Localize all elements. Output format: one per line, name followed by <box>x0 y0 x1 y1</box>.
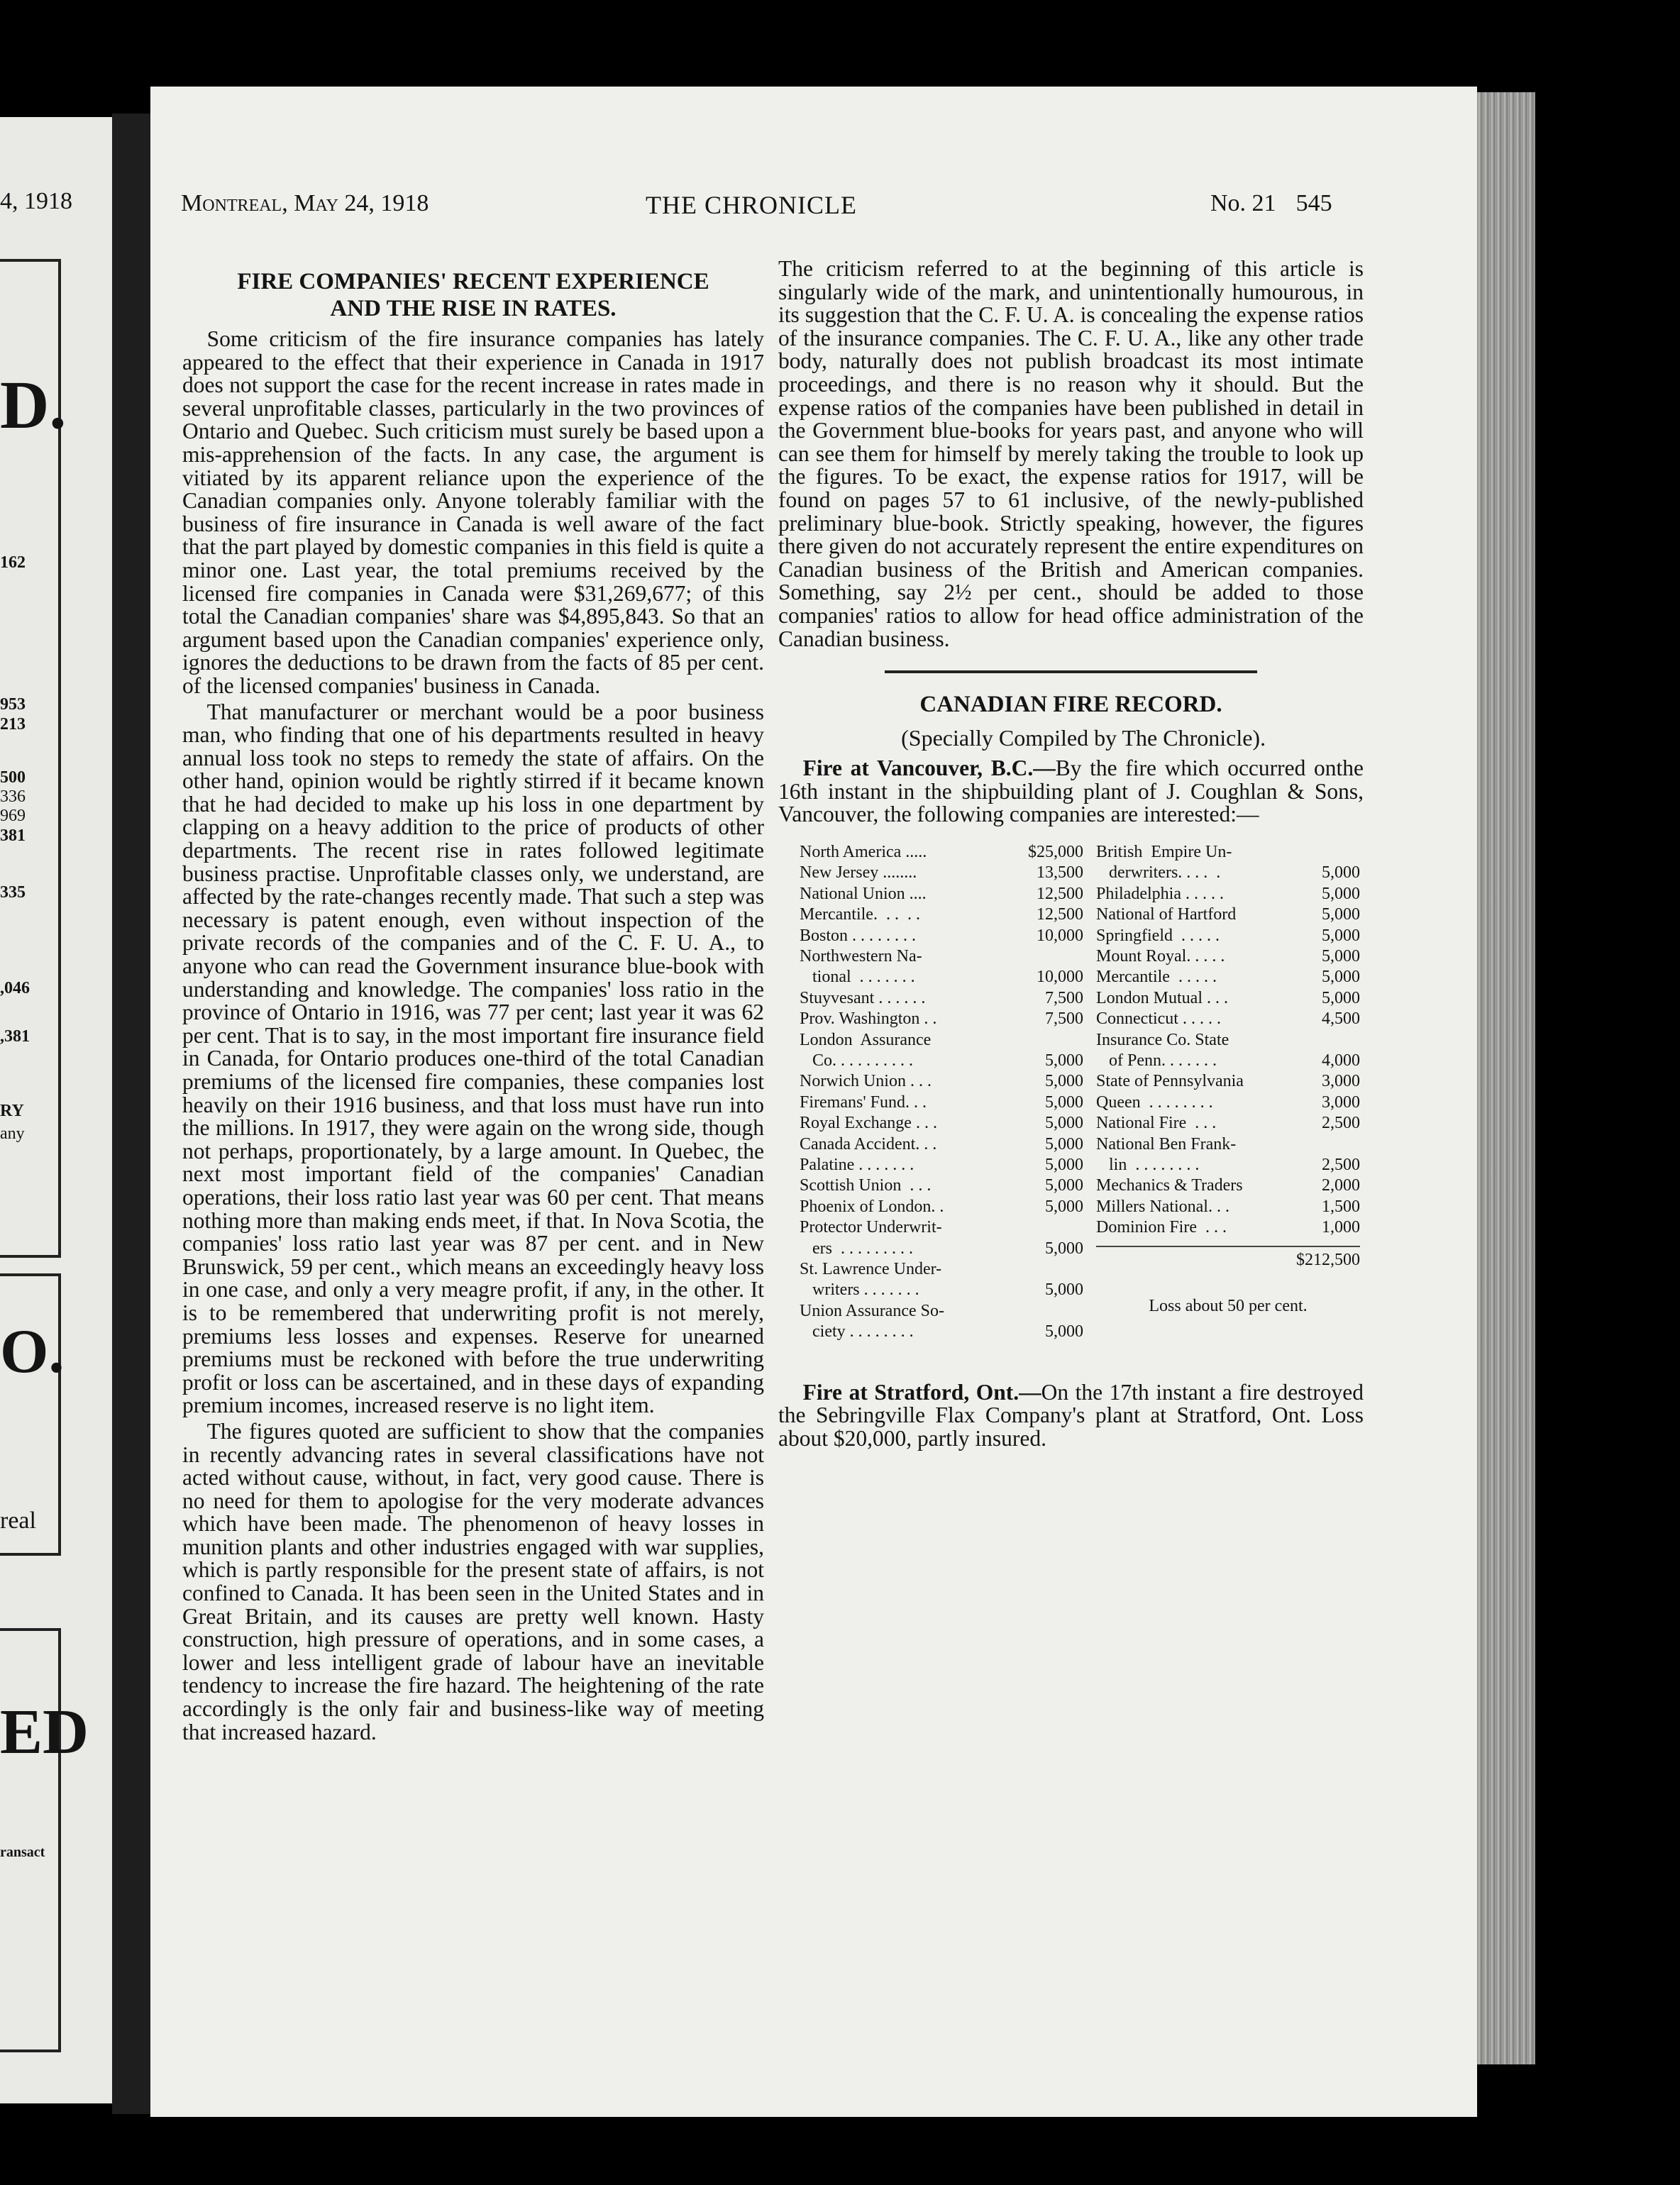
left-page-ad-box <box>0 1628 61 2052</box>
fire-record-subtitle: (Specially Compiled by The Chronicle). <box>901 725 1266 751</box>
company-name: London Mutual . . . <box>1096 988 1228 1007</box>
company-row <box>800 863 1083 883</box>
company-amount <box>998 946 1083 967</box>
company-row <box>1096 1155 1360 1176</box>
company-amount: 10,000 <box>1037 926 1083 945</box>
company-amount: 4,000 <box>1322 1051 1360 1070</box>
company-amount: 5,000 <box>1045 1322 1083 1342</box>
company-name: Dominion Fire . . . <box>1096 1218 1227 1237</box>
company-amount: 7,500 <box>1045 988 1083 1007</box>
issue-and-page <box>1210 190 1332 217</box>
company-amount: 5,000 <box>1045 1280 1083 1300</box>
left-page-number: 162 <box>0 553 26 572</box>
company-amount: 4,500 <box>1322 1009 1360 1029</box>
headline-line-1: FIRE COMPANIES' RECENT EXPERIENCE <box>237 269 709 294</box>
company-row <box>800 988 1083 1009</box>
companies-list-left <box>800 842 1083 1343</box>
company-name: Insurance Co. State <box>1096 1030 1229 1049</box>
company-amount: 5,000 <box>1045 1239 1083 1258</box>
company-row <box>1096 967 1360 988</box>
company-name: New Jersey ........ <box>800 863 917 883</box>
company-name: Queen . . . . . . . . <box>1096 1092 1213 1112</box>
left-page-mark-2: O. <box>0 1317 65 1386</box>
company-name: Firemans' Fund. . . <box>800 1092 927 1112</box>
company-row <box>800 967 1083 988</box>
company-name: Boston . . . . . . . . <box>800 926 917 945</box>
company-row <box>800 1280 1083 1300</box>
left-page-number: 335 <box>0 883 26 902</box>
left-page-mark-3: ED <box>0 1697 89 1767</box>
company-amount: 1,500 <box>1322 1197 1360 1216</box>
left-page-text: any <box>0 1124 25 1143</box>
company-amount: 5,000 <box>1322 905 1360 924</box>
company-row <box>800 1030 1083 1051</box>
company-name: ers . . . . . . . . . <box>800 1239 913 1258</box>
company-name: British Empire Un- <box>1096 842 1232 861</box>
company-amount: 5,000 <box>1322 884 1360 903</box>
company-amount: 2,500 <box>1322 1114 1360 1133</box>
company-row <box>1096 1051 1360 1071</box>
company-amount <box>1286 1030 1360 1051</box>
companies-list-right <box>1096 842 1360 1317</box>
company-amount: 5,000 <box>1045 1114 1083 1133</box>
company-name: State of Pennsylvania <box>1096 1072 1244 1091</box>
book-edge <box>1477 92 1535 2064</box>
company-amount: 5,000 <box>1045 1134 1083 1154</box>
company-amount: 3,000 <box>1322 1072 1360 1091</box>
company-amount <box>1286 842 1360 863</box>
company-amount <box>998 1301 1083 1322</box>
company-row <box>800 1113 1083 1134</box>
article-paragraph: That manufacturer or merchant would be a poor business man, who finding that one of his departments resulted in heavy annual loss took no steps to remedy the state of affairs. On the other hand, opinion would be rightly stirred if it became known that he had decided to make up his loss in one department by clapping on a heavy addition to the price of products of other departments. The recent rise in rates followed legitimate business practise. Unprofitable classes only, we understand, are affected by the rate-changes recently made. That such a step was necessary is patent enough, even without inspection of the private records of the companies and of the C. F. U. A., to anyone who can read the Government insurance blue-book with understanding and knowledge. The companies' loss ratio in the province of Ontario in 1916, was 77 per cent; last year it was 62 per cent. That is to say, in the most important fire insurance field in Canada, for Ontario produces one-third of the total Canadian premiums of the licensed fire companies, these companies lost heavily on their 1916 business, and that loss must have run into the millions. In 1917, they were again on the wrong side, though not perhaps, proportionately, by a large amount. In Quebec, the next most important field of the companies' Canadian operations, their loss ratio last year was 60 per cent. That means nothing more than making ends meet, if that. In Nova Scotia, the companies' loss ratio last year was 87 per cent. and in New Brunswick, 59 per cent., which means an exceedingly heavy loss in one case, and only a very meagre profit, if any, in the other. It is to be remembered that underwriting profit is not merely, premiums less losses and expenses. Reserve for unearned premiums must be reckoned with before the true underwriting profit or loss can be ascertained, and in these days of expanding premium incomes, increased reserve is no light item. <box>182 699 764 1418</box>
company-name: Phoenix of London. . <box>800 1197 944 1216</box>
article-column-right <box>778 258 1364 1451</box>
company-amount: 2,000 <box>1322 1176 1360 1195</box>
company-name: National Union .... <box>800 884 927 903</box>
company-name: National Fire . . . <box>1096 1114 1217 1133</box>
company-name: London Assurance <box>800 1030 932 1049</box>
stratford-fire-lead: Fire at Stratford, Ont.— <box>802 1379 1041 1405</box>
company-row <box>1096 905 1360 925</box>
section-divider <box>885 670 1257 673</box>
headline-line-2: AND THE RISE IN RATES. <box>330 296 617 321</box>
company-amount <box>998 1217 1083 1238</box>
page-gutter <box>112 114 155 2114</box>
company-amount: 5,000 <box>1045 1197 1083 1216</box>
company-row <box>1096 946 1360 967</box>
company-name: Connecticut . . . . . <box>1096 1009 1221 1029</box>
left-page-number: 953 <box>0 695 26 714</box>
article-paragraph: Some criticism of the fire insurance companies has lately appeared to the effect that their experience in Canada in 1917 does not support the case for the recent increase in rates made in several unprofitable classes, particularly in the two provinces of Ontario and Quebec. Such criticism must surely be based upon a mis-apprehension of the facts. In any case, the argument is vitiated by its apparent reliance upon the experience of the Canadian companies only. Anyone tolerably familiar with the business of fire insurance in Canada is well aware of the fact that the part played by domestic companies in this field is quite a minor one. Last year, the total premiums received by the licensed fire companies in Canada were $31,269,677; of this total the Canadian companies' share was $4,895,843. So that an argument based upon the Canadian companies' experience only, ignores the deductions to be drawn from the facts of 85 per cent. of the licensed companies' business in Canada. <box>182 326 764 698</box>
company-row <box>800 1134 1083 1155</box>
company-name: Mount Royal. . . . . <box>1096 946 1225 966</box>
company-name: Canada Accident. . . <box>800 1134 937 1154</box>
company-name: Springfield . . . . . <box>1096 926 1220 945</box>
left-page-number: 381 <box>0 826 26 845</box>
company-row <box>1096 926 1360 946</box>
company-amount <box>998 1259 1083 1280</box>
company-amount <box>1286 1134 1360 1155</box>
company-name: Royal Exchange . . . <box>800 1114 937 1133</box>
company-row <box>800 1239 1083 1259</box>
company-name: Philadelphia . . . . . <box>1096 884 1224 903</box>
insurance-companies-table <box>778 842 1364 1381</box>
company-row <box>800 1322 1083 1342</box>
left-page-number: 500 <box>0 768 26 787</box>
company-name: Union Assurance So- <box>800 1301 944 1320</box>
company-name: Mechanics & Traders <box>1096 1176 1243 1195</box>
company-row <box>1096 1071 1360 1092</box>
company-row <box>1096 842 1360 863</box>
company-row <box>800 1197 1083 1217</box>
left-page-text: RY <box>0 1102 24 1120</box>
company-row <box>800 884 1083 905</box>
company-name: writers . . . . . . . <box>800 1280 919 1300</box>
company-row <box>1096 1197 1360 1217</box>
company-row <box>800 1071 1083 1092</box>
vancouver-fire-lead: Fire at Vancouver, B.C.— <box>802 756 1056 781</box>
company-amount: 5,000 <box>1045 1072 1083 1091</box>
company-row <box>1096 863 1360 883</box>
companies-rows-right <box>1096 842 1360 1239</box>
company-name: Millers National. . . <box>1096 1197 1229 1216</box>
left-page-mark-1: D. <box>0 367 67 443</box>
article-paragraph: The figures quoted are sufficient to show that the companies in recently advancing rates in several classifications have not acted without cause, without, in fact, very good cause. There is no need for them to apologise for the very moderate advances which have been made. The phenomenon of heavy losses in munition plants and other industries engaged with war supplies, which is partly responsible for the present state of affairs, is not confined to Canada. It has been seen in the United States and in Great Britain, and its causes are pretty well known. Hasty construction, high pressure of operations, and in some cases, a lower and less intelligent grade of labour have an inevitable tendency to increase the fire hazard. The heightening of the rate accordingly is the only fair and business-like way of meeting that increased hazard. <box>182 1418 764 1744</box>
issue-number: No. 21 <box>1210 190 1276 216</box>
company-amount: 5,000 <box>1322 968 1360 987</box>
company-name: derwriters. . . . . <box>1096 863 1221 883</box>
left-page-text: ransact <box>0 1844 45 1860</box>
company-row <box>800 1301 1083 1322</box>
company-amount: 5,000 <box>1045 1155 1083 1174</box>
company-name: St. Lawrence Under- <box>800 1260 942 1278</box>
company-name: National Ben Frank- <box>1096 1134 1237 1154</box>
company-amount: 3,000 <box>1322 1092 1360 1112</box>
company-row <box>1096 1030 1360 1051</box>
company-row <box>800 1092 1083 1113</box>
company-amount <box>998 1030 1083 1051</box>
left-page-number: ,046 <box>0 979 30 997</box>
running-head-date: Montreal, May 24, 1918 <box>181 190 429 216</box>
stratford-fire-paragraph <box>778 1381 1364 1451</box>
company-amount: 12,500 <box>1037 905 1083 924</box>
company-amount: 1,000 <box>1322 1218 1360 1237</box>
company-name: ciety . . . . . . . . <box>800 1322 914 1342</box>
page-number: 545 <box>1295 190 1332 216</box>
article-paragraph: The criticism referred to at the beginning of this article is singularly wide of the mark, and unintentionally humourous, in its suggestion that the C. F. U. A. is concealing the expense ratios of the insurance companies. The C. F. U. A., like any other trade body, naturally does not publish broadcast its most intimate proceedings, and there is no reason why it should. But the expense ratios of the companies have been published in detail in the Government blue-books for years past, and anyone who will can see them for himself by merely taking the trouble to look up the figures. To be exact, the expense ratios for 1917, will be found on pages 57 to 61 inclusive, of the newly-published preliminary blue-book. Strictly speaking, however, the figures there given do not accurately represent the entire expenditures on Canadian business of the British and American companies. Something, say 2½ per cent., should be added to those companies' ratios to allow for head office administration of the Canadian business. <box>778 256 1364 651</box>
company-row <box>1096 1176 1360 1196</box>
company-row <box>1096 1009 1360 1029</box>
company-row <box>800 842 1083 863</box>
company-row <box>800 1155 1083 1176</box>
left-page-number: 969 <box>0 807 26 825</box>
company-row <box>800 1176 1083 1196</box>
company-row <box>800 946 1083 967</box>
company-name: Scottish Union . . . <box>800 1176 932 1195</box>
vancouver-fire-paragraph <box>778 757 1364 826</box>
company-name: Prov. Washington . . <box>800 1009 937 1029</box>
company-name: Mercantile. . . . . <box>800 905 920 924</box>
company-row <box>1096 1092 1360 1113</box>
company-name: National of Hartford <box>1096 905 1237 924</box>
company-name: Mercantile . . . . . <box>1096 968 1217 987</box>
company-row <box>1096 1134 1360 1155</box>
company-name: Norwich Union . . . <box>800 1072 932 1091</box>
company-name: Stuyvesant . . . . . . <box>800 988 926 1007</box>
stratford-fire-text: On the 17th instant a fire destroyed the Sebringville Flax Company's plant at Stratford, Ont. Loss about $20,000, partly insured. <box>778 1379 1364 1451</box>
total-amount: $212,500 <box>1096 1246 1360 1271</box>
company-amount: 12,500 <box>1037 884 1083 903</box>
company-row <box>800 926 1083 946</box>
company-name: lin . . . . . . . . <box>1096 1155 1200 1174</box>
company-row <box>800 1217 1083 1238</box>
company-amount: 7,500 <box>1045 1009 1083 1029</box>
company-row <box>1096 988 1360 1009</box>
loss-note: Loss about 50 per cent. <box>1149 1297 1308 1315</box>
vancouver-fire-text: By the fire which occurred onthe 16th instant in the shipbuilding plant of J. Coughlan & Sons, Vancouver, the following companies are interested:— <box>778 756 1364 827</box>
left-page-number: 213 <box>0 715 26 734</box>
company-row <box>1096 1113 1360 1134</box>
company-row <box>1096 884 1360 905</box>
company-amount: 2,500 <box>1322 1155 1360 1174</box>
left-page-date: 4, 1918 <box>0 188 72 214</box>
company-name: North America ..... <box>800 842 927 861</box>
company-row <box>800 1051 1083 1071</box>
company-row <box>800 905 1083 925</box>
publication-title: THE CHRONICLE <box>646 191 857 219</box>
left-page-text: real <box>0 1508 36 1534</box>
company-amount: 5,000 <box>1322 863 1360 883</box>
company-amount: 5,000 <box>1045 1176 1083 1195</box>
left-page-fragment <box>0 117 112 2103</box>
company-row <box>800 1009 1083 1029</box>
article-headline <box>182 268 764 322</box>
company-amount: 5,000 <box>1322 926 1360 945</box>
company-amount: 13,500 <box>1037 863 1083 883</box>
company-name: tional . . . . . . . <box>800 968 915 987</box>
company-amount: 5,000 <box>1322 946 1360 966</box>
left-page-number: 336 <box>0 787 26 806</box>
company-name: Palatine . . . . . . . <box>800 1155 914 1174</box>
company-amount: 5,000 <box>1322 988 1360 1007</box>
company-row <box>1096 1217 1360 1238</box>
company-name: Protector Underwrit- <box>800 1218 942 1237</box>
company-name: Northwestern Na- <box>800 946 922 966</box>
fire-record-title: CANADIAN FIRE RECORD. <box>919 692 1222 718</box>
company-row <box>800 1259 1083 1280</box>
company-name: Co. . . . . . . . . . <box>800 1051 914 1070</box>
company-name: of Penn. . . . . . . <box>1096 1051 1217 1070</box>
left-page-number: ,381 <box>0 1027 30 1046</box>
article-column-left <box>182 268 764 1744</box>
company-amount: 10,000 <box>1037 968 1083 987</box>
company-amount: 5,000 <box>1045 1092 1083 1112</box>
company-amount: 5,000 <box>1045 1051 1083 1070</box>
company-amount: $25,000 <box>1028 842 1083 861</box>
